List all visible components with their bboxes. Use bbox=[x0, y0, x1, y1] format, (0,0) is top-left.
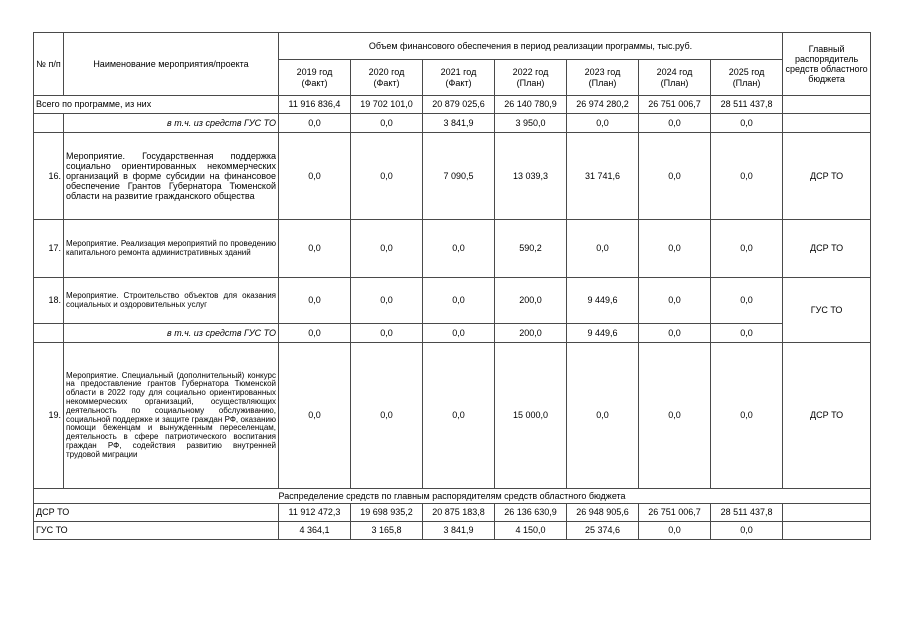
row16-text: Мероприятие. Государственная поддержка социально ориентированных некоммерческих организаций в форме субсидии на финансовое обеспечение Грантов Губернатора Тюменской области на развитие гражданского общества bbox=[64, 133, 279, 220]
row18-value-2025: 0,0 bbox=[711, 278, 783, 324]
header-year-2023: 2023 год (План) bbox=[567, 60, 639, 96]
row18-gus-value-2022: 200,0 bbox=[495, 324, 567, 343]
header-year-2020: 2020 год (Факт) bbox=[351, 60, 423, 96]
dsr-value-2022: 26 136 630,9 bbox=[495, 504, 567, 522]
row17-value-2025: 0,0 bbox=[711, 220, 783, 278]
row18-gus-row bbox=[34, 324, 871, 343]
dsr-row bbox=[34, 504, 871, 522]
dsr-value-2020: 19 698 935,2 bbox=[351, 504, 423, 522]
row18-gus-value-2021: 0,0 bbox=[423, 324, 495, 343]
gus-value-2023: 25 374,6 bbox=[567, 522, 639, 540]
row17-value-2023: 0,0 bbox=[567, 220, 639, 278]
gus-value-2020: 3 165,8 bbox=[351, 522, 423, 540]
row19-value-2024: 0,0 bbox=[639, 343, 711, 489]
gus-row bbox=[34, 522, 871, 540]
total-gus-num bbox=[34, 114, 64, 133]
total-gus-value-2024: 0,0 bbox=[639, 114, 711, 133]
row18-gus-value-2020: 0,0 bbox=[351, 324, 423, 343]
row18-gus-value-2025: 0,0 bbox=[711, 324, 783, 343]
header-year-2024: 2024 год (План) bbox=[639, 60, 711, 96]
row18-num: 18. bbox=[34, 278, 64, 324]
header-year-2019: 2019 год (Факт) bbox=[279, 60, 351, 96]
total-gus-value-2020: 0,0 bbox=[351, 114, 423, 133]
row19-num: 19. bbox=[34, 343, 64, 489]
row19-value-2021: 0,0 bbox=[423, 343, 495, 489]
row18-value-2022: 200,0 bbox=[495, 278, 567, 324]
table-row-18 bbox=[34, 278, 871, 324]
total-value-2020: 19 702 101,0 bbox=[351, 96, 423, 114]
row16-value-2025: 0,0 bbox=[711, 133, 783, 220]
header-num: № п/п bbox=[34, 33, 64, 96]
row16-value-2023: 31 741,6 bbox=[567, 133, 639, 220]
total-value-2023: 26 974 280,2 bbox=[567, 96, 639, 114]
gus-label: ГУС ТО bbox=[34, 522, 279, 540]
total-gus-distributor bbox=[783, 114, 871, 133]
total-value-2025: 28 511 437,8 bbox=[711, 96, 783, 114]
dsr-value-2021: 20 875 183,8 bbox=[423, 504, 495, 522]
total-gus-row bbox=[34, 114, 871, 133]
row17-num: 17. bbox=[34, 220, 64, 278]
row17-text: Мероприятие. Реализация мероприятий по проведению капитального ремонта административных зданий bbox=[64, 220, 279, 278]
gus-value-2025: 0,0 bbox=[711, 522, 783, 540]
row16-distributor: ДСР ТО bbox=[783, 133, 871, 220]
gus-value-2024: 0,0 bbox=[639, 522, 711, 540]
dsr-value-2019: 11 912 472,3 bbox=[279, 504, 351, 522]
row16-value-2020: 0,0 bbox=[351, 133, 423, 220]
total-gus-value-2019: 0,0 bbox=[279, 114, 351, 133]
total-gus-value-2023: 0,0 bbox=[567, 114, 639, 133]
row16-value-2019: 0,0 bbox=[279, 133, 351, 220]
total-gus-value-2025: 0,0 bbox=[711, 114, 783, 133]
row16-value-2022: 13 039,3 bbox=[495, 133, 567, 220]
row19-value-2020: 0,0 bbox=[351, 343, 423, 489]
dsr-value-2025: 28 511 437,8 bbox=[711, 504, 783, 522]
row16-value-2024: 0,0 bbox=[639, 133, 711, 220]
row18-gus-label: в т.ч. из средств ГУС ТО bbox=[64, 324, 279, 343]
dsr-value-2023: 26 948 905,6 bbox=[567, 504, 639, 522]
header-volume: Объем финансового обеспечения в период реализации программы, тыс.руб. bbox=[279, 33, 783, 60]
total-value-2021: 20 879 025,6 bbox=[423, 96, 495, 114]
distribution-title-row bbox=[34, 489, 871, 504]
row18-gus-num bbox=[34, 324, 64, 343]
total-gus-label: в т.ч. из средств ГУС ТО bbox=[64, 114, 279, 133]
row18-gus-value-2024: 0,0 bbox=[639, 324, 711, 343]
row17-value-2022: 590,2 bbox=[495, 220, 567, 278]
row18-value-2021: 0,0 bbox=[423, 278, 495, 324]
total-distributor bbox=[783, 96, 871, 114]
row18-gus-value-2023: 9 449,6 bbox=[567, 324, 639, 343]
header-name: Наименование мероприятия/проекта bbox=[64, 33, 279, 96]
table-row-17 bbox=[34, 220, 871, 278]
row18-value-2019: 0,0 bbox=[279, 278, 351, 324]
total-label: Всего по программе, из них bbox=[34, 96, 279, 114]
header-distributor: Главный распорядитель средств областного бюджета bbox=[783, 33, 871, 96]
dsr-empty bbox=[783, 504, 871, 522]
header-year-2022: 2022 год (План) bbox=[495, 60, 567, 96]
table-row-19 bbox=[34, 343, 871, 489]
total-gus-value-2022: 3 950,0 bbox=[495, 114, 567, 133]
table-row-16 bbox=[34, 133, 871, 220]
total-row bbox=[34, 96, 871, 114]
row18-value-2024: 0,0 bbox=[639, 278, 711, 324]
total-value-2022: 26 140 780,9 bbox=[495, 96, 567, 114]
row18-gus-value-2019: 0,0 bbox=[279, 324, 351, 343]
row19-value-2023: 0,0 bbox=[567, 343, 639, 489]
row19-text: Мероприятие. Специальный (дополнительный) конкурс на предоставление грантов Губернатора Тюменской области в 2022 году для социально ориентированных некоммерческих организаций, осуществляющих деятельность по социальному обслуживанию, социальной поддержке и защите граждан РФ, оказанию помощи беженцам и вынужденным переселенцам, деятельность в сфере патриотического воспитания граждан РФ, содействия развитию внутренней трудовой миграции bbox=[64, 343, 279, 489]
program-finance-table bbox=[33, 32, 871, 540]
gus-empty bbox=[783, 522, 871, 540]
total-value-2024: 26 751 006,7 bbox=[639, 96, 711, 114]
gus-value-2021: 3 841,9 bbox=[423, 522, 495, 540]
dsr-value-2024: 26 751 006,7 bbox=[639, 504, 711, 522]
header-year-2025: 2025 год (План) bbox=[711, 60, 783, 96]
header-row-1 bbox=[34, 33, 871, 60]
row17-value-2020: 0,0 bbox=[351, 220, 423, 278]
row19-value-2025: 0,0 bbox=[711, 343, 783, 489]
gus-value-2022: 4 150,0 bbox=[495, 522, 567, 540]
dsr-label: ДСР ТО bbox=[34, 504, 279, 522]
row19-distributor: ДСР ТО bbox=[783, 343, 871, 489]
row16-num: 16. bbox=[34, 133, 64, 220]
row19-value-2019: 0,0 bbox=[279, 343, 351, 489]
row18-value-2023: 9 449,6 bbox=[567, 278, 639, 324]
row17-value-2024: 0,0 bbox=[639, 220, 711, 278]
row16-value-2021: 7 090,5 bbox=[423, 133, 495, 220]
gus-value-2019: 4 364,1 bbox=[279, 522, 351, 540]
row18-distributor: ГУС ТО bbox=[783, 278, 871, 343]
total-value-2019: 11 916 836,4 bbox=[279, 96, 351, 114]
row17-value-2019: 0,0 bbox=[279, 220, 351, 278]
row18-value-2020: 0,0 bbox=[351, 278, 423, 324]
header-year-2021: 2021 год (Факт) bbox=[423, 60, 495, 96]
row17-value-2021: 0,0 bbox=[423, 220, 495, 278]
distribution-title: Распределение средств по главным распорядителям средств областного бюджета bbox=[34, 489, 871, 504]
row17-distributor: ДСР ТО bbox=[783, 220, 871, 278]
row19-value-2022: 15 000,0 bbox=[495, 343, 567, 489]
row18-text: Мероприятие. Строительство объектов для оказания социальных и оздоровительных услуг bbox=[64, 278, 279, 324]
total-gus-value-2021: 3 841,9 bbox=[423, 114, 495, 133]
